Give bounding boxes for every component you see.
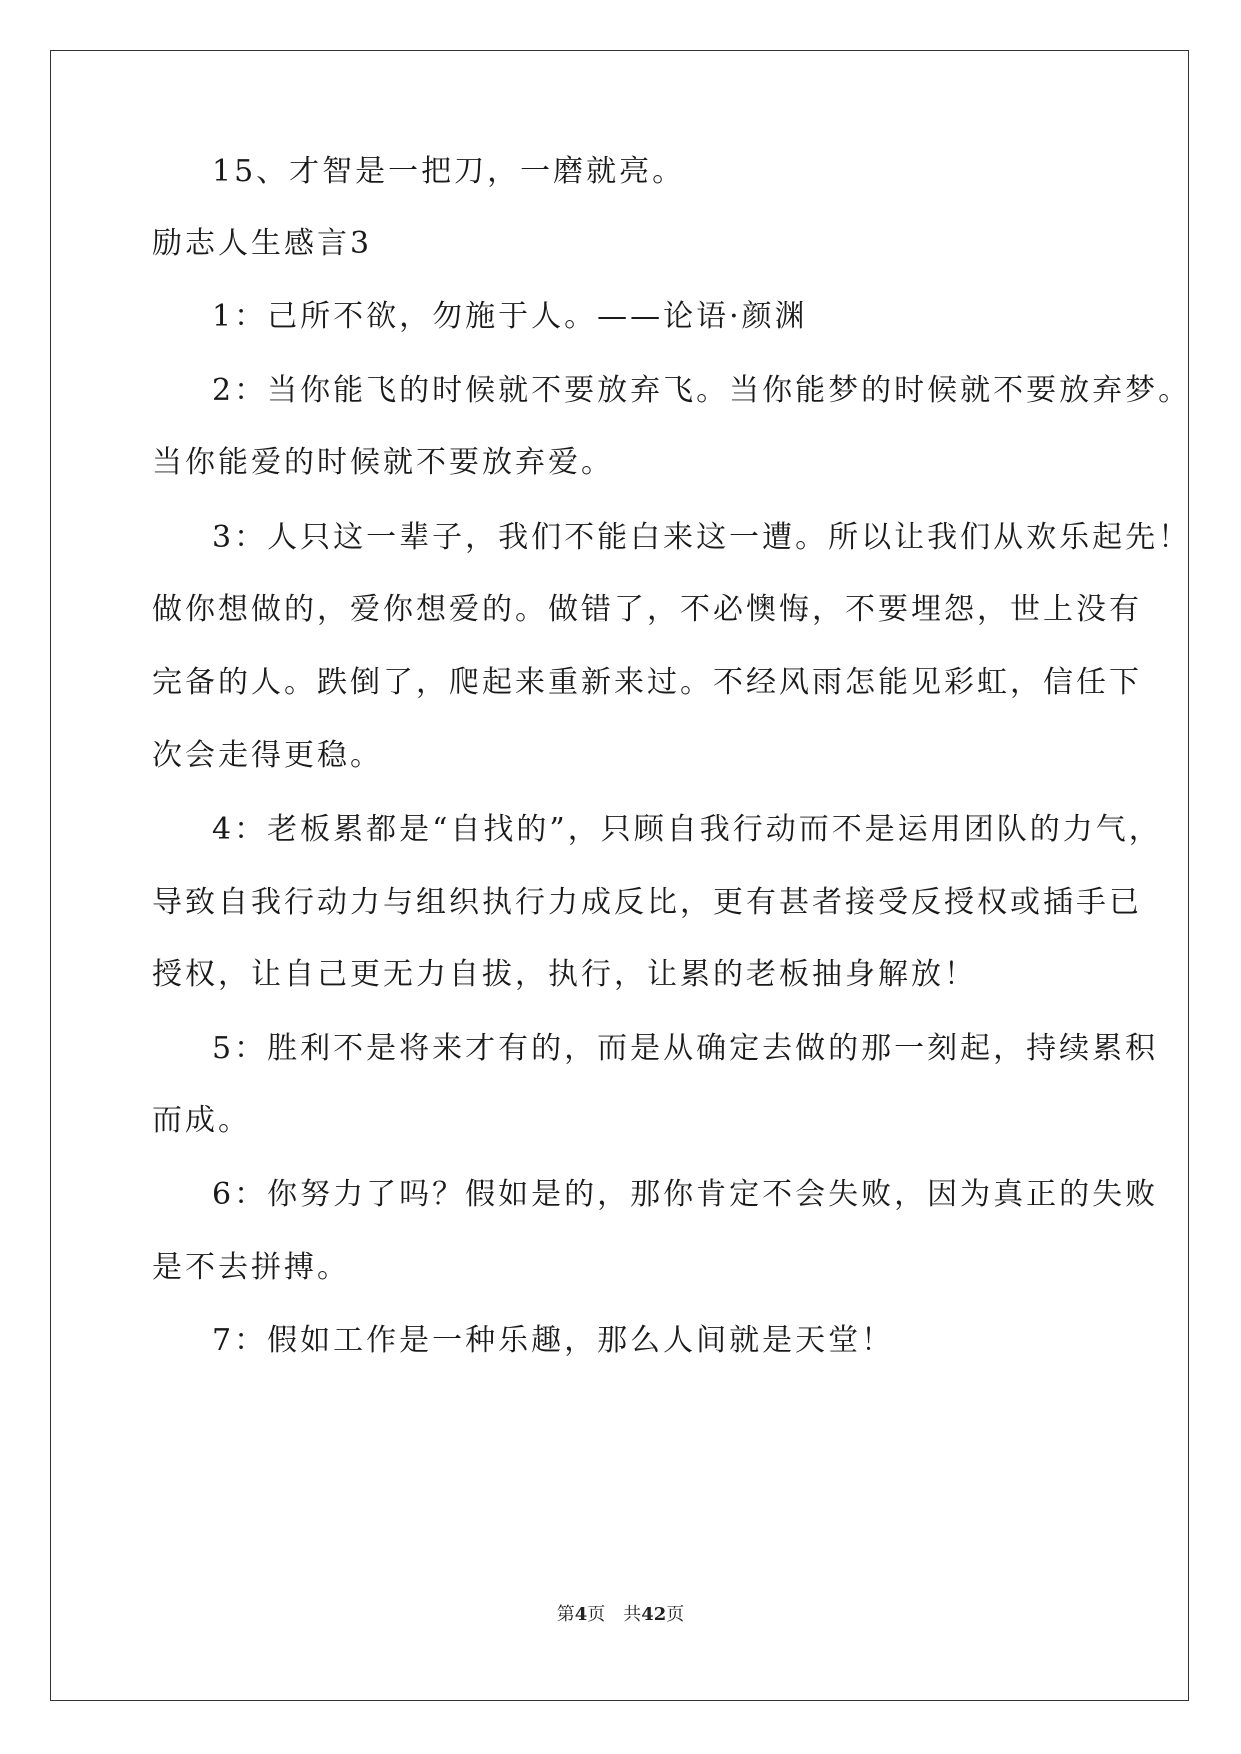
- text-line: 是不去拼搏。: [152, 1250, 350, 1285]
- text-line: 3：人只这一辈子，我们不能白来这一遭。所以让我们从欢乐起先！: [212, 520, 1192, 555]
- current-page-number: 4: [574, 1604, 588, 1625]
- page-footer: [0, 1603, 1241, 1627]
- text-line: 4：老板累都是“自找的”，只顾自我行动而不是运用团队的力气，: [212, 812, 1162, 847]
- text-line: 做你想做的，爱你想爱的。做错了，不必懊悔，不要埋怨，世上没有: [152, 592, 1142, 627]
- text-line: 完备的人。跌倒了，爬起来重新来过。不经风雨怎能见彩虹，信任下: [152, 665, 1142, 700]
- text-line: 导致自我行动力与组织执行力成反比，更有甚者接受反授权或插手已: [152, 885, 1142, 920]
- footer-middle: 页 共: [587, 1604, 642, 1625]
- text-line: 6：你努力了吗？假如是的，那你肯定不会失败，因为真正的失败: [212, 1177, 1159, 1212]
- text-line: 授权，让自己更无力自拔，执行，让累的老板抽身解放！: [152, 957, 977, 992]
- text-line: 当你能爱的时候就不要放弃爱。: [152, 445, 614, 480]
- footer-suffix: 页: [666, 1604, 685, 1625]
- text-line: 1：己所不欲，勿施于人。——论语·颜渊: [212, 299, 808, 334]
- total-page-number: 42: [641, 1604, 667, 1625]
- section-heading: 励志人生感言3: [152, 226, 373, 261]
- text-line: 而成。: [152, 1103, 251, 1138]
- text-line: 7：假如工作是一种乐趣，那么人间就是天堂！: [212, 1323, 895, 1358]
- text-line: 15、才智是一把刀，一磨就亮。: [212, 154, 686, 189]
- text-line: 5：胜利不是将来才有的，而是从确定去做的那一刻起，持续累积: [212, 1031, 1159, 1066]
- footer-prefix: 第: [556, 1604, 575, 1625]
- text-line: 2：当你能飞的时候就不要放弃飞。当你能梦的时候就不要放弃梦。: [212, 373, 1192, 408]
- text-line: 次会走得更稳。: [152, 738, 383, 773]
